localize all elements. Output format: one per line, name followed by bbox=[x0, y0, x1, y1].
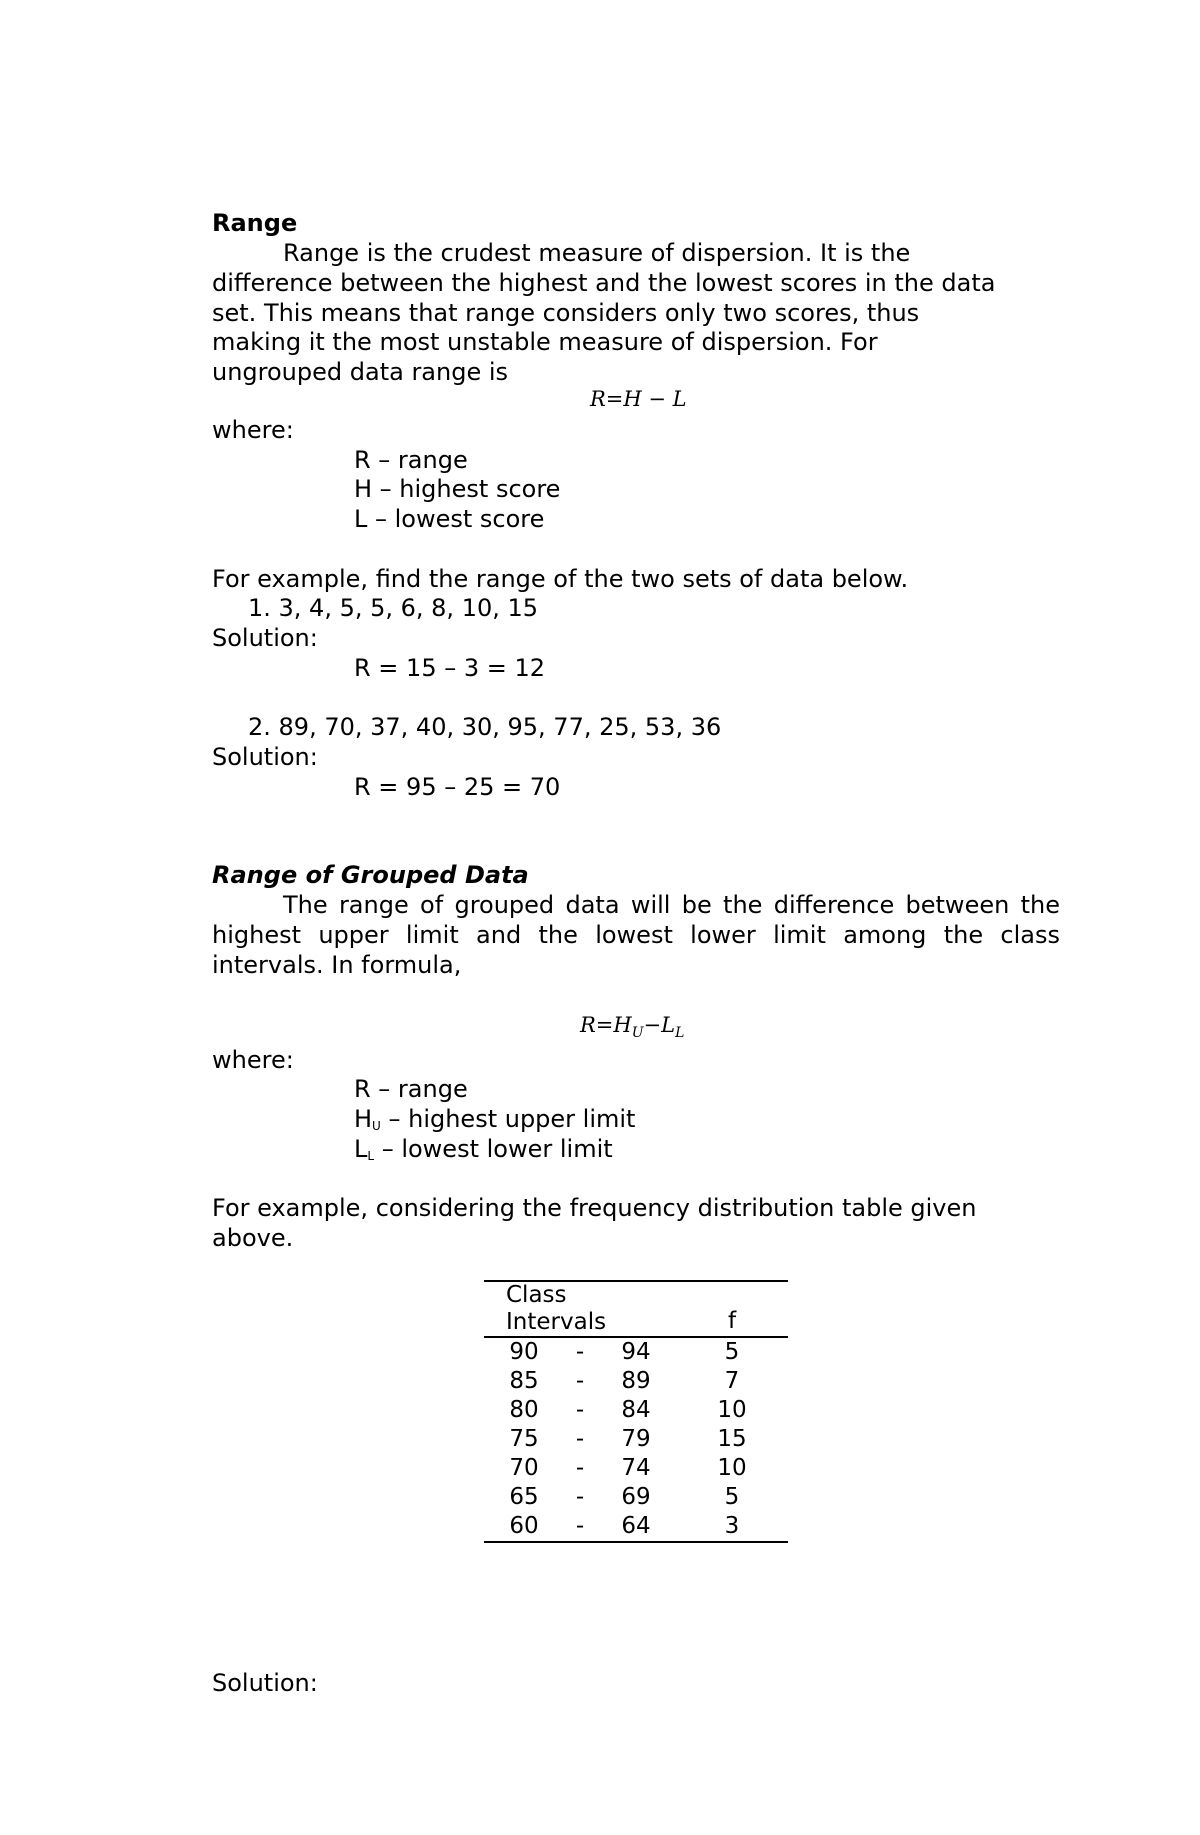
table-row bbox=[484, 1337, 788, 1367]
section-heading-range: Range bbox=[212, 209, 298, 237]
definition-r: R – range bbox=[354, 1075, 468, 1103]
solution-2: R = 95 – 25 = 70 bbox=[354, 773, 561, 801]
class-upper-limit: 79 bbox=[621, 1426, 651, 1452]
solution-label: Solution: bbox=[212, 1669, 318, 1697]
solution-label: Solution: bbox=[212, 624, 318, 652]
range-dash: - bbox=[575, 1426, 585, 1452]
frequency-cell: 10 bbox=[717, 1397, 747, 1423]
definition-l: L – lowest score bbox=[354, 505, 545, 533]
class-lower-limit: 65 bbox=[509, 1484, 539, 1510]
frequency-cell: 3 bbox=[724, 1513, 740, 1539]
example-item-1: 1. 3, 4, 5, 5, 6, 8, 10, 15 bbox=[248, 594, 539, 622]
paragraph-line: Range is the crudest measure of dispersion. It is the bbox=[283, 239, 911, 267]
table-row bbox=[484, 1425, 788, 1454]
example-intro-line: above. bbox=[212, 1224, 294, 1252]
paragraph-line: ungrouped data range is bbox=[212, 358, 509, 386]
class-lower-limit: 80 bbox=[509, 1397, 539, 1423]
definition-ll: $L_L$ – lowest lower limit bbox=[354, 1135, 613, 1163]
definition-h: H – highest score bbox=[354, 475, 561, 503]
class-lower-limit: 75 bbox=[509, 1426, 539, 1452]
range-dash: - bbox=[575, 1455, 585, 1481]
frequency-cell: 7 bbox=[724, 1368, 740, 1394]
range-dash: - bbox=[575, 1513, 585, 1539]
class-upper-limit: 64 bbox=[621, 1513, 651, 1539]
section-heading-grouped: Range of Grouped Data bbox=[212, 861, 529, 889]
where-label: where: bbox=[212, 1046, 294, 1074]
example-intro: For example, find the range of the two sets of data below. bbox=[212, 565, 909, 593]
paragraph-line: making it the most unstable measure of dispersion. For bbox=[212, 328, 878, 356]
table-body bbox=[484, 1337, 788, 1542]
frequency-table bbox=[484, 1280, 788, 1543]
table-row bbox=[484, 1396, 788, 1425]
class-lower-limit: 60 bbox=[509, 1513, 539, 1539]
frequency-cell: 10 bbox=[717, 1455, 747, 1481]
frequency-cell: 15 bbox=[717, 1426, 747, 1452]
where-label: where: bbox=[212, 416, 294, 444]
paragraph-line: difference between the highest and the lowest scores in the data bbox=[212, 269, 996, 297]
header-class-intervals: Class Intervals bbox=[506, 1282, 607, 1335]
class-upper-limit: 74 bbox=[621, 1455, 651, 1481]
header-frequency: f bbox=[727, 1308, 737, 1334]
definition-r: R – range bbox=[354, 446, 468, 474]
grouped-paragraph: The range of grouped data will be the difference between the highest upper limit and the lowest lower limit among the class intervals. In formula, bbox=[212, 891, 1060, 979]
paragraph-line: set. This means that range considers only two scores, thus bbox=[212, 299, 920, 327]
table-row bbox=[484, 1512, 788, 1542]
solution-label: Solution: bbox=[212, 743, 318, 771]
class-lower-limit: 70 bbox=[509, 1455, 539, 1481]
range-dash: - bbox=[575, 1397, 585, 1423]
class-upper-limit: 89 bbox=[621, 1368, 651, 1394]
range-formula: R=H − L bbox=[590, 387, 687, 411]
table-row bbox=[484, 1483, 788, 1512]
example-intro-line: For example, considering the frequency distribution table given bbox=[212, 1194, 977, 1222]
table-header-row bbox=[484, 1281, 788, 1337]
definition-hu: $H_U$ – highest upper limit bbox=[354, 1105, 636, 1133]
table-row bbox=[484, 1454, 788, 1483]
class-lower-limit: 85 bbox=[509, 1368, 539, 1394]
range-dash: - bbox=[575, 1484, 585, 1510]
range-dash: - bbox=[575, 1339, 585, 1365]
class-upper-limit: 69 bbox=[621, 1484, 651, 1510]
example-item-2: 2. 89, 70, 37, 40, 30, 95, 77, 25, 53, 36 bbox=[248, 713, 722, 741]
table-row bbox=[484, 1367, 788, 1396]
grouped-range-formula: $R=H_U-L_L$ bbox=[580, 1013, 685, 1042]
frequency-cell: 5 bbox=[724, 1339, 740, 1365]
class-upper-limit: 84 bbox=[621, 1397, 651, 1423]
class-upper-limit: 94 bbox=[621, 1339, 651, 1365]
solution-1: R = 15 – 3 = 12 bbox=[354, 654, 546, 682]
class-lower-limit: 90 bbox=[509, 1339, 539, 1365]
range-dash: - bbox=[575, 1368, 585, 1394]
frequency-cell: 5 bbox=[724, 1484, 740, 1510]
